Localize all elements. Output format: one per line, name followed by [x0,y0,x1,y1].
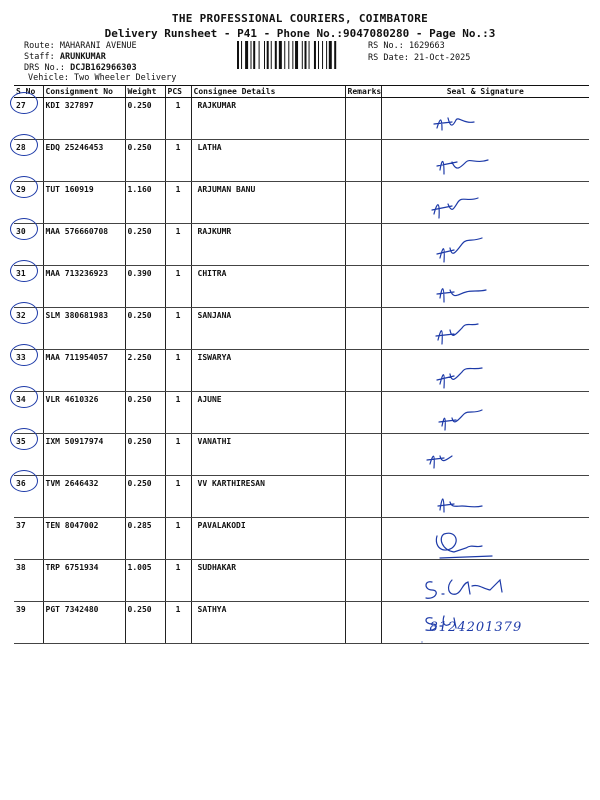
consignee-cell [191,308,345,350]
signature-cell [381,140,589,182]
consignee-text: SATHYA [197,605,227,614]
document-title: THE PROFESSIONAL COURIERS, COIMBATORE [171,12,429,25]
table-row [14,602,589,644]
signature-cell [381,518,589,560]
pcs-cell [165,308,191,350]
consignment-number-cell [43,308,125,350]
column-header-consignee: Consignee Details [191,86,345,98]
route-line: Route: MAHARANI AVENUE [24,41,137,51]
consignee-cell [191,182,345,224]
handwritten-signature [382,182,590,224]
handwritten-signature [382,98,590,140]
document-subtitle: Delivery Runsheet - P41 - Phone No.:9047080280 - Page No.:3 [104,27,496,40]
handwritten-signature [382,308,590,350]
signature-cell [381,224,589,266]
pcs-text: 1 [175,521,181,530]
drs-label: DRS No.: [24,63,65,73]
consignee-text: VANATHI [197,437,232,446]
barcode-bar [322,41,323,69]
pcs-cell [165,98,191,140]
consignment-number-text: MAA 711954057 [45,353,109,362]
handwritten-phone: 8124201379 [429,620,523,635]
signature-cell [381,602,589,644]
serial-number-text: 33 [16,353,26,362]
remarks-cell [345,434,381,476]
barcode-bar [302,41,303,69]
handwritten-signature [382,434,590,476]
consignee-text: AJUNE [197,395,222,404]
pcs-cell [165,392,191,434]
pcs-text: 1 [175,353,181,362]
pcs-text: 1 [175,395,181,404]
pcs-text: 1 [175,479,181,488]
weight-text: 0.250 [127,227,152,236]
column-header-signature: Seal & Signature [381,86,589,98]
pcs-text: 1 [175,227,181,236]
serial-number-text: 30 [16,227,26,236]
pcs-cell [165,224,191,266]
weight-cell [125,140,165,182]
remarks-cell [345,350,381,392]
weight-cell [125,308,165,350]
serial-number-cell [14,476,43,518]
consignee-cell [191,98,345,140]
consignee-text: CHITRA [197,269,227,278]
consignment-number-cell [43,98,125,140]
column-header-remarks: Remarks [345,86,381,98]
weight-text: 0.250 [127,437,152,446]
consignment-number-text: KDI 327897 [45,101,94,110]
barcode-bar [251,41,252,69]
consignment-number-text: MAA 576660708 [45,227,109,236]
consignment-number-text: VLR 4610326 [45,395,99,404]
runsheet-table [14,85,589,644]
pcs-cell [165,140,191,182]
serial-number-text: 28 [16,143,26,152]
barcode-bar [329,41,332,69]
serial-number-cell [14,560,43,602]
weight-cell [125,350,165,392]
handwritten-signature [382,224,590,266]
consignment-number-text: TVM 2646432 [45,479,99,488]
handwritten-signature [382,476,590,518]
weight-cell [125,224,165,266]
vehicle-line: Vehicle: Two Wheeler Delivery [28,73,177,83]
serial-number-text: 34 [16,395,26,404]
consignee-text: SUDHAKAR [197,563,237,572]
table-row [14,476,589,518]
remarks-cell [345,224,381,266]
weight-cell [125,560,165,602]
handwritten-signature [382,266,590,308]
serial-number-cell [14,308,43,350]
pcs-cell [165,266,191,308]
table-row [14,224,589,266]
serial-number-cell [14,182,43,224]
barcode-bar [295,41,298,69]
remarks-cell [345,602,381,644]
consignment-number-text: IXM 50917974 [45,437,104,446]
weight-text: 0.250 [127,101,152,110]
column-header-sno: S No [14,86,43,98]
barcode-bar [271,41,272,69]
consignee-cell [191,350,345,392]
staff-value: ARUNKUMAR [59,52,106,62]
consignment-number-text: MAA 713236923 [45,269,109,278]
weight-text: 1.005 [127,563,152,572]
pcs-cell [165,476,191,518]
rs-number: RS No.: 1629663 [368,41,445,51]
consignee-text: RAJKUMAR [197,101,237,110]
signature-cell [381,308,589,350]
consignment-number-text: PGT 7342480 [45,605,99,614]
barcode-bar [245,41,248,69]
serial-number-text: 29 [16,185,26,194]
staff-line [24,52,106,63]
consignee-cell [191,392,345,434]
serial-number-cell [14,350,43,392]
consignee-cell [191,518,345,560]
serial-number-cell [14,518,43,560]
serial-number-cell [14,434,43,476]
weight-cell [125,266,165,308]
barcode-bar [309,41,310,69]
weight-cell [125,434,165,476]
consignment-number-text: EDQ 25246453 [45,143,104,152]
barcode-bar [253,41,255,69]
serial-number-text: 38 [16,563,26,572]
pcs-text: 1 [175,185,181,194]
barcode-bar [275,41,277,69]
weight-text: 0.285 [127,521,152,530]
weight-cell [125,518,165,560]
consignment-number-cell [43,224,125,266]
serial-number-cell [14,602,43,644]
table-row [14,434,589,476]
serial-number-text: 35 [16,437,26,446]
table-row [14,392,589,434]
pcs-text: 1 [175,269,181,278]
remarks-cell [345,392,381,434]
consignee-text: RAJKUMR [197,227,232,236]
barcode-bar [237,41,239,69]
serial-number-text: 39 [16,605,26,614]
signature-cell [381,476,589,518]
serial-number-cell [14,266,43,308]
weight-cell [125,602,165,644]
weight-cell [125,392,165,434]
consignment-number-text: TEN 8047002 [45,521,99,530]
serial-number-text: 32 [16,311,26,320]
consignment-number-cell [43,434,125,476]
pcs-text: 1 [175,311,181,320]
consignee-cell [191,434,345,476]
consignee-text: SANJANA [197,311,232,320]
remarks-cell [345,98,381,140]
consignment-number-cell [43,392,125,434]
staff-label: Staff: [24,52,55,62]
handwritten-signature [382,350,590,392]
table-row [14,560,589,602]
remarks-cell [345,266,381,308]
weight-text: 0.250 [127,479,152,488]
table-header-row [14,86,589,98]
consignment-number-cell [43,350,125,392]
serial-number-cell [14,224,43,266]
serial-number-text: 27 [16,101,26,110]
signature-cell [381,434,589,476]
consignment-number-cell [43,266,125,308]
weight-text: 0.250 [127,143,152,152]
remarks-cell [345,518,381,560]
weight-text: 0.250 [127,395,152,404]
barcode-bar [305,41,307,69]
handwritten-signature [382,392,590,434]
remarks-cell [345,560,381,602]
table-row [14,266,589,308]
pcs-text: 1 [175,563,181,572]
table-row [14,308,589,350]
consignment-number-cell [43,602,125,644]
barcode-bar [314,41,316,69]
weight-cell [125,182,165,224]
serial-number-text: 31 [16,269,26,278]
consignee-cell [191,140,345,182]
barcode-bar [241,41,242,69]
consignment-number-text: TRP 6751934 [45,563,99,572]
weight-text: 0.390 [127,269,152,278]
signature-cell [381,266,589,308]
table-row [14,350,589,392]
signature-cell [381,350,589,392]
weight-cell [125,98,165,140]
serial-number-text: 37 [16,521,26,530]
pcs-text: 1 [175,101,181,110]
remarks-cell [345,182,381,224]
weight-text: 0.250 [127,605,152,614]
weight-text: 0.250 [127,311,152,320]
pcs-cell [165,434,191,476]
consignment-number-cell [43,518,125,560]
weight-text: 2.250 [127,353,152,362]
pcs-text: 1 [175,143,181,152]
barcode-bar [318,41,319,69]
pcs-cell [165,518,191,560]
handwritten-signature [382,560,590,602]
weight-cell [125,476,165,518]
consignment-number-cell [43,140,125,182]
serial-number-cell [14,392,43,434]
consignee-cell [191,476,345,518]
handwritten-signature [382,140,590,182]
pcs-cell [165,350,191,392]
consignment-number-cell [43,476,125,518]
consignment-number-cell [43,560,125,602]
rs-date: RS Date: 21-Oct-2025 [368,53,471,63]
barcode-bar [326,41,327,69]
barcode-bar [259,41,260,69]
consignee-cell [191,560,345,602]
consignee-text: ARJUMAN BANU [197,185,256,194]
remarks-cell [345,140,381,182]
consignee-text: PAVALAKODI [197,521,246,530]
remarks-cell [345,476,381,518]
consignee-cell [191,602,345,644]
consignment-number-cell [43,182,125,224]
column-header-pcs: PCS [165,86,191,98]
column-header-consignment: Consignment No [43,86,125,98]
barcode-bar [279,41,282,69]
consignee-cell [191,266,345,308]
consignment-number-text: TUT 160919 [45,185,94,194]
weight-text: 1.160 [127,185,152,194]
consignee-text: ISWARYA [197,353,232,362]
barcode-bar [264,41,265,69]
column-header-weight: Weight [125,86,165,98]
barcode-bar [334,41,336,69]
serial-number-text: 36 [16,479,26,488]
barcode-bar [292,41,293,69]
pcs-cell [165,560,191,602]
pcs-text: 1 [175,437,181,446]
signature-cell [381,560,589,602]
signature-cell [381,98,589,140]
drs-value: DCJB162966303 [70,63,137,73]
pcs-text: 1 [175,605,181,614]
table-row [14,98,589,140]
barcode-image [237,41,362,69]
serial-number-cell [14,140,43,182]
consignee-cell [191,224,345,266]
pcs-cell [165,602,191,644]
barcode-bar [267,41,269,69]
table-row [14,518,589,560]
barcode-bar [284,41,285,69]
signature-cell [381,182,589,224]
handwritten-signature [382,518,590,560]
consignment-number-text: SLM 380681983 [45,311,109,320]
consignee-text: VV KARTHIRESAN [197,479,265,488]
barcode-bar [288,41,289,69]
table-row [14,182,589,224]
table-row [14,140,589,182]
signature-cell [381,392,589,434]
consignee-text: LATHA [197,143,222,152]
serial-number-cell [14,98,43,140]
pcs-cell [165,182,191,224]
remarks-cell [345,308,381,350]
